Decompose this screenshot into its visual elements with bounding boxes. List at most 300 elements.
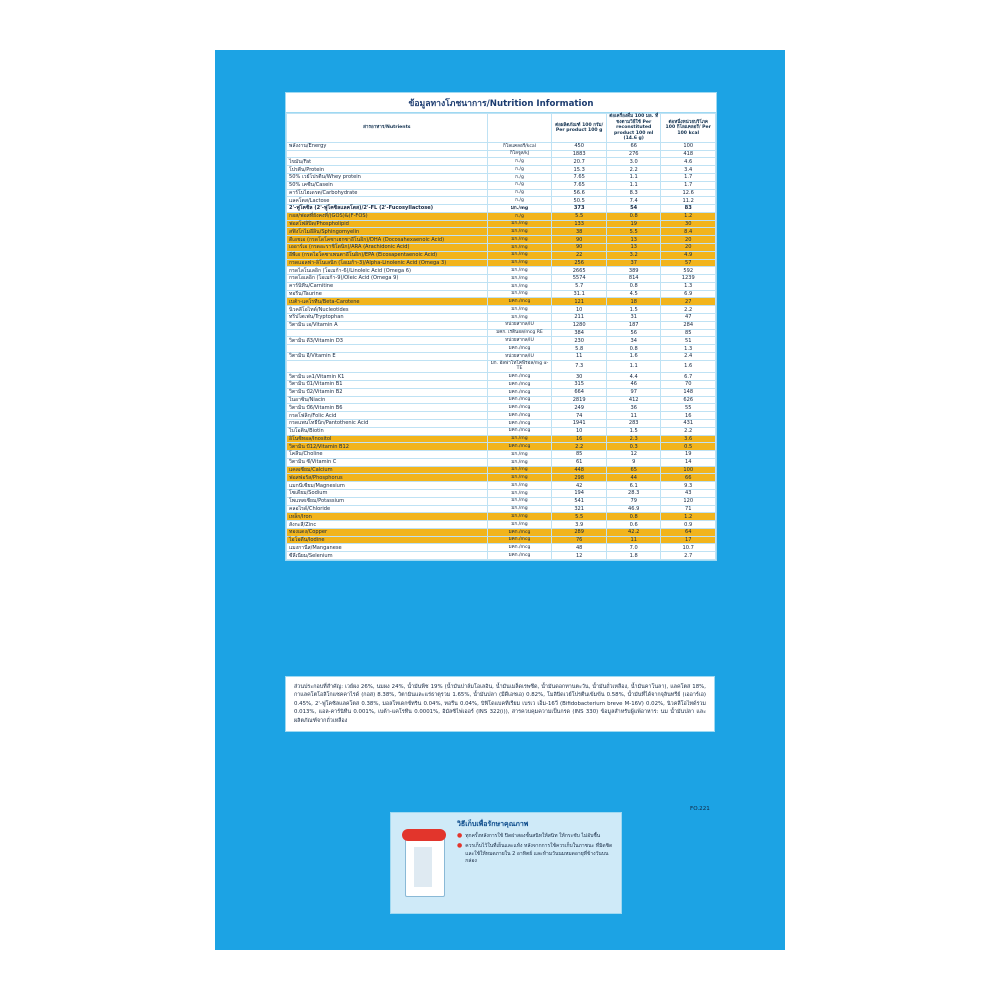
value-per-100g: 298 xyxy=(552,474,607,482)
value-per-100g: 194 xyxy=(552,490,607,498)
nutrient-name: วิตามิน บี6/Vitamin B6 xyxy=(287,404,488,412)
nutrient-name: วิตามิน บี12/Vitamin B12 xyxy=(287,443,488,451)
nutrient-name: พลังงาน/Energy xyxy=(287,142,488,150)
value-per-100kcal: 47 xyxy=(661,314,716,322)
nutrient-name: วิตามิน บี2/Vitamin B2 xyxy=(287,388,488,396)
label-code: FO.221 xyxy=(690,806,710,812)
value-per-100kcal: 100 xyxy=(661,142,716,150)
value-per-100kcal: 120 xyxy=(661,497,716,505)
nutrient-name: กรดไลโนเลอิก (โอเมก้า-6)/Linoleic Acid (Omega 6) xyxy=(287,267,488,275)
value-per-100ml: 34 xyxy=(606,337,661,345)
value-per-100ml: 412 xyxy=(606,396,661,404)
nutrient-unit: มก./mg xyxy=(487,290,552,298)
table-row xyxy=(287,513,716,521)
table-row xyxy=(287,166,716,174)
table-row xyxy=(287,404,716,412)
nutrient-unit: มคก./mcg xyxy=(487,404,552,412)
table-row xyxy=(287,451,716,459)
table-row xyxy=(287,150,716,158)
value-per-100kcal: 1.6 xyxy=(661,360,716,373)
table-row xyxy=(287,412,716,420)
nutrient-name: 50% เวย์โปรตีน/Whey protein xyxy=(287,173,488,181)
value-per-100g: 5.8 xyxy=(552,345,607,353)
nutrient-name: ทองแดง/Copper xyxy=(287,528,488,536)
table-row xyxy=(287,173,716,181)
table-row xyxy=(287,282,716,290)
nutrient-unit: มก./mg xyxy=(487,474,552,482)
value-per-100g: 74 xyxy=(552,412,607,420)
value-per-100g: 448 xyxy=(552,466,607,474)
nutrient-name: อีพีเอ (กรดไอโคซาเพนตาอีโนอิก)/EPA (Eicosapentaenoic Acid) xyxy=(287,251,488,259)
value-per-100g: 7.3 xyxy=(552,360,607,373)
value-per-100ml: 56 xyxy=(606,329,661,337)
value-per-100g: 3.9 xyxy=(552,521,607,529)
table-row xyxy=(287,497,716,505)
nutrient-unit: มก./mg xyxy=(487,275,552,283)
nutrient-name: ไอโอดีน/Iodine xyxy=(287,536,488,544)
value-per-100g: 16 xyxy=(552,435,607,443)
table-row xyxy=(287,181,716,189)
nutrient-name: นิวคลีโอไทด์/Nucleotides xyxy=(287,306,488,314)
value-per-100kcal: 284 xyxy=(661,321,716,329)
value-per-100ml: 46 xyxy=(606,381,661,389)
nutrient-name: วิตามิน อี/Vitamin E xyxy=(287,352,488,360)
value-per-100kcal: 2.2 xyxy=(661,306,716,314)
nutrient-unit: หน่วยสากล/IU xyxy=(487,337,552,345)
table-row xyxy=(287,373,716,381)
value-per-100kcal: 1.7 xyxy=(661,181,716,189)
value-per-100g: 56.6 xyxy=(552,189,607,197)
bullet-icon: ● xyxy=(457,842,463,850)
value-per-100kcal: 27 xyxy=(661,298,716,306)
value-per-100ml: 1.8 xyxy=(606,552,661,560)
table-row xyxy=(287,259,716,267)
value-per-100kcal: 16 xyxy=(661,412,716,420)
table-row xyxy=(287,474,716,482)
nutrient-unit: มก./mg xyxy=(487,458,552,466)
table-row xyxy=(287,189,716,197)
value-per-100kcal: 1239 xyxy=(661,275,716,283)
value-per-100ml: 2.3 xyxy=(606,435,661,443)
nutrient-name: ไนอาซิน/Niacin xyxy=(287,396,488,404)
value-per-100g: 50.5 xyxy=(552,197,607,205)
nutrient-name: วิตามิน บี1/Vitamin B1 xyxy=(287,381,488,389)
value-per-100g: 7.65 xyxy=(552,173,607,181)
storage-title: วิธีเก็บเพื่อรักษาคุณภาพ xyxy=(457,820,529,828)
value-per-100kcal: 11.2 xyxy=(661,197,716,205)
nutrient-name: ทริปโตเฟน/Tryptophan xyxy=(287,314,488,322)
table-row xyxy=(287,298,716,306)
nutrient-unit: มก./mg xyxy=(487,466,552,474)
value-per-100ml: 37 xyxy=(606,259,661,267)
nutrition-table xyxy=(286,113,716,560)
value-per-100ml: 0.8 xyxy=(606,212,661,220)
nutrient-name: โคลีน/Choline xyxy=(287,451,488,459)
value-per-100kcal: 55 xyxy=(661,404,716,412)
nutrient-unit: มคก./mcg xyxy=(487,427,552,435)
nutrient-name: กรดโฟลิก/Folic Acid xyxy=(287,412,488,420)
value-per-100ml: 79 xyxy=(606,497,661,505)
nutrient-unit: มก./mg xyxy=(487,220,552,228)
table-row xyxy=(287,443,716,451)
table-row xyxy=(287,267,716,275)
table-row xyxy=(287,345,716,353)
nutrient-unit: มคก./mcg xyxy=(487,381,552,389)
storage-instructions-box xyxy=(390,812,622,914)
nutrient-name: วิตามิน ซี/Vitamin C xyxy=(287,458,488,466)
value-per-100kcal: 43 xyxy=(661,490,716,498)
nutrient-name: 50% เคซีน/Casein xyxy=(287,181,488,189)
value-per-100kcal: 30 xyxy=(661,220,716,228)
nutrient-unit: มคก./mcg xyxy=(487,373,552,381)
table-row xyxy=(287,321,716,329)
table-row xyxy=(287,142,716,150)
table-row xyxy=(287,427,716,435)
table-row xyxy=(287,337,716,345)
table-row xyxy=(287,552,716,560)
value-per-100kcal: 66 xyxy=(661,474,716,482)
value-per-100g: 85 xyxy=(552,451,607,459)
value-per-100kcal: 10.7 xyxy=(661,544,716,552)
nutrient-unit: มก./mg xyxy=(487,314,552,322)
value-per-100g: 22 xyxy=(552,251,607,259)
value-per-100g: 384 xyxy=(552,329,607,337)
value-per-100g: 2665 xyxy=(552,267,607,275)
storage-item-text: ทุกครั้งหลังการใช้ ปิดฝาสองชั้นสนิทให้สนิท ให้กระชับ ไม่อับชื้น xyxy=(465,833,601,839)
nutrient-unit: มคก./mcg xyxy=(487,536,552,544)
nutrient-unit: มก./mg xyxy=(487,259,552,267)
value-per-100ml: 31 xyxy=(606,314,661,322)
nutrient-name: ไบโอติน/Biotin xyxy=(287,427,488,435)
value-per-100kcal: 592 xyxy=(661,267,716,275)
table-row xyxy=(287,290,716,298)
value-per-100kcal: 100 xyxy=(661,466,716,474)
value-per-100ml: 3.0 xyxy=(606,158,661,166)
value-per-100g: 48 xyxy=(552,544,607,552)
value-per-100kcal: 6.9 xyxy=(661,290,716,298)
value-per-100g: 1941 xyxy=(552,419,607,427)
table-row xyxy=(287,381,716,389)
header-unit xyxy=(487,114,552,143)
value-per-100kcal: 2.7 xyxy=(661,552,716,560)
nutrient-unit: มก./mg xyxy=(487,513,552,521)
nutrient-name: เบต้า-แคโรทีน/Beta-Carotene xyxy=(287,298,488,306)
value-per-100g: 38 xyxy=(552,228,607,236)
nutrient-name: แลคโตส/Lactose xyxy=(287,197,488,205)
nutrition-label-card xyxy=(285,92,717,561)
value-per-100ml: 1.1 xyxy=(606,181,661,189)
value-per-100g: 5.5 xyxy=(552,212,607,220)
value-per-100g: 664 xyxy=(552,388,607,396)
nutrient-unit: มก./mg xyxy=(487,505,552,513)
nutrient-name: ฟอสโฟลิปิด/Phospholipid xyxy=(287,220,488,228)
value-per-100g: 230 xyxy=(552,337,607,345)
value-per-100kcal: 1.3 xyxy=(661,345,716,353)
value-per-100ml: 276 xyxy=(606,150,661,158)
nutrient-unit: กิโลแคลอรี/kcal xyxy=(487,142,552,150)
table-body xyxy=(287,142,716,559)
nutrient-unit: มก./mg xyxy=(487,205,552,213)
value-per-100ml: 46.9 xyxy=(606,505,661,513)
value-per-100g: 7.65 xyxy=(552,181,607,189)
nutrient-name: คลอไรด์/Chloride xyxy=(287,505,488,513)
nutrient-unit: มก./mg xyxy=(487,243,552,251)
value-per-100kcal: 71 xyxy=(661,505,716,513)
nutrient-unit: มก. อัลฟาโทโคฟีรอล/mg α-TE xyxy=(487,360,552,373)
value-per-100kcal: 3.6 xyxy=(661,435,716,443)
value-per-100ml: 1.1 xyxy=(606,173,661,181)
table-row xyxy=(287,466,716,474)
value-per-100g: 61 xyxy=(552,458,607,466)
value-per-100ml: 28.3 xyxy=(606,490,661,498)
nutrient-name: วิตามิน ดี3/Vitamin D3 xyxy=(287,337,488,345)
nutrient-unit: ก./g xyxy=(487,173,552,181)
table-row xyxy=(287,490,716,498)
nutrient-unit: ก./g xyxy=(487,158,552,166)
table-row xyxy=(287,544,716,552)
value-per-100kcal: 2.2 xyxy=(661,427,716,435)
value-per-100kcal: 1.7 xyxy=(661,173,716,181)
value-per-100kcal: 85 xyxy=(661,329,716,337)
nutrient-unit: มคก./mcg xyxy=(487,298,552,306)
nutrient-unit: มก./mg xyxy=(487,451,552,459)
nutrient-unit: มคก./mcg xyxy=(487,345,552,353)
nutrient-name: ซีลีเนียม/Selenium xyxy=(287,552,488,560)
nutrient-name: วิตามิน เค1/Vitamin K1 xyxy=(287,373,488,381)
table-row xyxy=(287,243,716,251)
nutrient-name: กอส/ฟอสที่ยังคงที่/(GOS)&(F-FOS) xyxy=(287,212,488,220)
value-per-100ml: 0.3 xyxy=(606,443,661,451)
nutrient-name: โปรตีน/Protein xyxy=(287,166,488,174)
nutrient-name: เออาร์เอ (กรดอะราชิโดนิก)/ARA (Arachidonic Acid) xyxy=(287,243,488,251)
value-per-100g: 211 xyxy=(552,314,607,322)
table-row xyxy=(287,197,716,205)
value-per-100g: 90 xyxy=(552,236,607,244)
value-per-100g: 42 xyxy=(552,482,607,490)
nutrient-unit: มคก. เรตินอล/mcg RE xyxy=(487,329,552,337)
nutrient-unit: มก./mg xyxy=(487,482,552,490)
value-per-100g: 315 xyxy=(552,381,607,389)
value-per-100g: 121 xyxy=(552,298,607,306)
nutrient-name xyxy=(287,150,488,158)
value-per-100ml: 36 xyxy=(606,404,661,412)
table-row xyxy=(287,435,716,443)
value-per-100kcal: 20 xyxy=(661,243,716,251)
value-per-100ml: 4.4 xyxy=(606,373,661,381)
nutrient-unit: มก./mg xyxy=(487,236,552,244)
value-per-100kcal: 17 xyxy=(661,536,716,544)
value-per-100kcal: 3.4 xyxy=(661,166,716,174)
table-row xyxy=(287,275,716,283)
value-per-100kcal: 8.4 xyxy=(661,228,716,236)
value-per-100ml: 54 xyxy=(606,205,661,213)
value-per-100ml: 187 xyxy=(606,321,661,329)
nutrient-name: กรดแพนโทธีนิก/Pantothenic Acid xyxy=(287,419,488,427)
value-per-100ml: 8.3 xyxy=(606,189,661,197)
value-per-100ml: 7.0 xyxy=(606,544,661,552)
table-row xyxy=(287,505,716,513)
nutrient-unit: กิโลจูล/kJ xyxy=(487,150,552,158)
table-row xyxy=(287,388,716,396)
nutrient-name: วิตามิน เอ/Vitamin A xyxy=(287,321,488,329)
value-per-100g: 90 xyxy=(552,243,607,251)
nutrient-unit: มก./mg xyxy=(487,251,552,259)
nutrient-unit: มคก./mcg xyxy=(487,528,552,536)
value-per-100g: 15.3 xyxy=(552,166,607,174)
value-per-100ml: 42.2 xyxy=(606,528,661,536)
value-per-100kcal: 57 xyxy=(661,259,716,267)
nutrient-name: อิโนซิทอล/Inositol xyxy=(287,435,488,443)
nutrient-unit: มก./mg xyxy=(487,267,552,275)
nutrient-name: แมกนีเซียม/Magnesium xyxy=(287,482,488,490)
table-row xyxy=(287,236,716,244)
value-per-100ml: 2.2 xyxy=(606,166,661,174)
nutrient-unit: มก./mg xyxy=(487,306,552,314)
nutrient-unit: หน่วยสากล/IU xyxy=(487,352,552,360)
value-per-100ml: 11 xyxy=(606,536,661,544)
nutrient-unit: มคก./mcg xyxy=(487,552,552,560)
header-per-100kcal: ต่อหนึ่งหน่วยบริโภค 100 กิโลแคลอรี/ Per 100 kcal xyxy=(661,114,716,143)
table-header-row xyxy=(287,114,716,143)
table-row xyxy=(287,306,716,314)
value-per-100g: 30 xyxy=(552,373,607,381)
value-per-100g: 373 xyxy=(552,205,607,213)
nutrition-title: ข้อมูลทางโภชนาการ/Nutrition Information xyxy=(286,93,716,113)
value-per-100g: 10 xyxy=(552,427,607,435)
value-per-100g: 76 xyxy=(552,536,607,544)
nutrient-unit: มคก./mcg xyxy=(487,412,552,420)
nutrient-unit: มก./mg xyxy=(487,521,552,529)
table-row xyxy=(287,521,716,529)
value-per-100ml: 18 xyxy=(606,298,661,306)
value-per-100kcal: 14 xyxy=(661,458,716,466)
nutrient-name: แมงกานีส/Manganese xyxy=(287,544,488,552)
value-per-100ml: 65 xyxy=(606,466,661,474)
value-per-100ml: 4.5 xyxy=(606,290,661,298)
value-per-100kcal: 2.4 xyxy=(661,352,716,360)
value-per-100g: 133 xyxy=(552,220,607,228)
value-per-100kcal: 431 xyxy=(661,419,716,427)
table-row xyxy=(287,482,716,490)
table-row xyxy=(287,458,716,466)
nutrient-name: โซเดียม/Sodium xyxy=(287,490,488,498)
value-per-100g: 5.7 xyxy=(552,282,607,290)
nutrient-unit: มก./mg xyxy=(487,282,552,290)
value-per-100ml: 13 xyxy=(606,243,661,251)
value-per-100g: 249 xyxy=(552,404,607,412)
nutrient-unit: มคก./mcg xyxy=(487,443,552,451)
header-per-100g: ต่อผลิตภัณฑ์ 100 กรัม/ Per product 100 g xyxy=(552,114,607,143)
value-per-100ml: 1.6 xyxy=(606,352,661,360)
value-per-100kcal: 4.6 xyxy=(661,158,716,166)
nutrient-name: เหล็ก/Iron xyxy=(287,513,488,521)
nutrient-name: ดีเอชเอ (กรดโดโคซาเฮกซาอีโนอิก)/DHA (Docosahexaenoic Acid) xyxy=(287,236,488,244)
value-per-100g: 31.1 xyxy=(552,290,607,298)
value-per-100ml: 7.4 xyxy=(606,197,661,205)
value-per-100kcal: 418 xyxy=(661,150,716,158)
value-per-100ml: 5.5 xyxy=(606,228,661,236)
value-per-100kcal: 1.3 xyxy=(661,282,716,290)
value-per-100g: 2.2 xyxy=(552,443,607,451)
value-per-100ml: 9 xyxy=(606,458,661,466)
value-per-100kcal: 1.2 xyxy=(661,513,716,521)
nutrient-name: โพแทสเซียม/Potassium xyxy=(287,497,488,505)
value-per-100ml: 12 xyxy=(606,451,661,459)
value-per-100kcal: 12.6 xyxy=(661,189,716,197)
value-per-100kcal: 1.2 xyxy=(661,212,716,220)
table-row xyxy=(287,220,716,228)
value-per-100g: 450 xyxy=(552,142,607,150)
value-per-100ml: 19 xyxy=(606,220,661,228)
value-per-100g: 1883 xyxy=(552,150,607,158)
nutrient-name: สังกะสี/Zinc xyxy=(287,521,488,529)
nutrient-unit: ก./g xyxy=(487,181,552,189)
value-per-100kcal: 51 xyxy=(661,337,716,345)
nutrient-name: สฟิงโกไมอีลิน/Sphingomyelin xyxy=(287,228,488,236)
table-row xyxy=(287,314,716,322)
value-per-100ml: 0.8 xyxy=(606,282,661,290)
table-row xyxy=(287,251,716,259)
can-icon xyxy=(397,819,453,907)
value-per-100g: 2819 xyxy=(552,396,607,404)
nutrient-unit: มก./mg xyxy=(487,490,552,498)
nutrient-name xyxy=(287,329,488,337)
value-per-100ml: 1.1 xyxy=(606,360,661,373)
value-per-100g: 20.7 xyxy=(552,158,607,166)
nutrient-unit: ก./g xyxy=(487,166,552,174)
value-per-100kcal: 20 xyxy=(661,236,716,244)
table-row xyxy=(287,352,716,360)
nutrient-unit: ก./g xyxy=(487,197,552,205)
red-lid-icon xyxy=(402,829,446,841)
value-per-100kcal: 148 xyxy=(661,388,716,396)
value-per-100g: 1280 xyxy=(552,321,607,329)
value-per-100ml: 814 xyxy=(606,275,661,283)
storage-item xyxy=(457,833,615,840)
value-per-100ml: 0.8 xyxy=(606,513,661,521)
value-per-100g: 11 xyxy=(552,352,607,360)
value-per-100kcal: 0.9 xyxy=(661,521,716,529)
nutrient-name: ฟอสฟอรัส/Phosphorus xyxy=(287,474,488,482)
nutrient-name: คาร์โบไฮเดรต/Carbohydrate xyxy=(287,189,488,197)
nutrient-name: กรดโอเลอิก (โอเมก้า-9)/Oleic Acid (Omega 9) xyxy=(287,275,488,283)
table-row xyxy=(287,396,716,404)
header-per-100ml: ต่อเครื่องดื่ม 100 มล. ที่ชงตามวิธีใช้ Per reconstituted product 100 ml (14.6 g) xyxy=(606,114,661,143)
nutrient-name xyxy=(287,360,488,373)
value-per-100kcal: 64 xyxy=(661,528,716,536)
nutrient-unit: ก./g xyxy=(487,189,552,197)
table-row xyxy=(287,419,716,427)
value-per-100ml: 11 xyxy=(606,412,661,420)
nutrient-name: กรดแอลฟา-ลิโนเลนิก (โอเมก้า-3)/Alpha-Linolenic Acid (Omega 3) xyxy=(287,259,488,267)
nutrient-unit: มก./mg xyxy=(487,228,552,236)
table-row xyxy=(287,536,716,544)
bullet-icon: ● xyxy=(457,832,463,839)
table-row xyxy=(287,360,716,373)
nutrient-name: ทอรีน/Taurine xyxy=(287,290,488,298)
nutrient-unit: มคก./mcg xyxy=(487,544,552,552)
nutrient-name: คาร์นิทีน/Carnitine xyxy=(287,282,488,290)
storage-item xyxy=(457,843,615,865)
nutrient-unit: ก./g xyxy=(487,212,552,220)
table-row xyxy=(287,228,716,236)
value-per-100g: 289 xyxy=(552,528,607,536)
nutrient-unit: มก./mg xyxy=(487,435,552,443)
nutrient-unit: มคก./mcg xyxy=(487,388,552,396)
value-per-100ml: 13 xyxy=(606,236,661,244)
table-row xyxy=(287,329,716,337)
value-per-100kcal: 70 xyxy=(661,381,716,389)
